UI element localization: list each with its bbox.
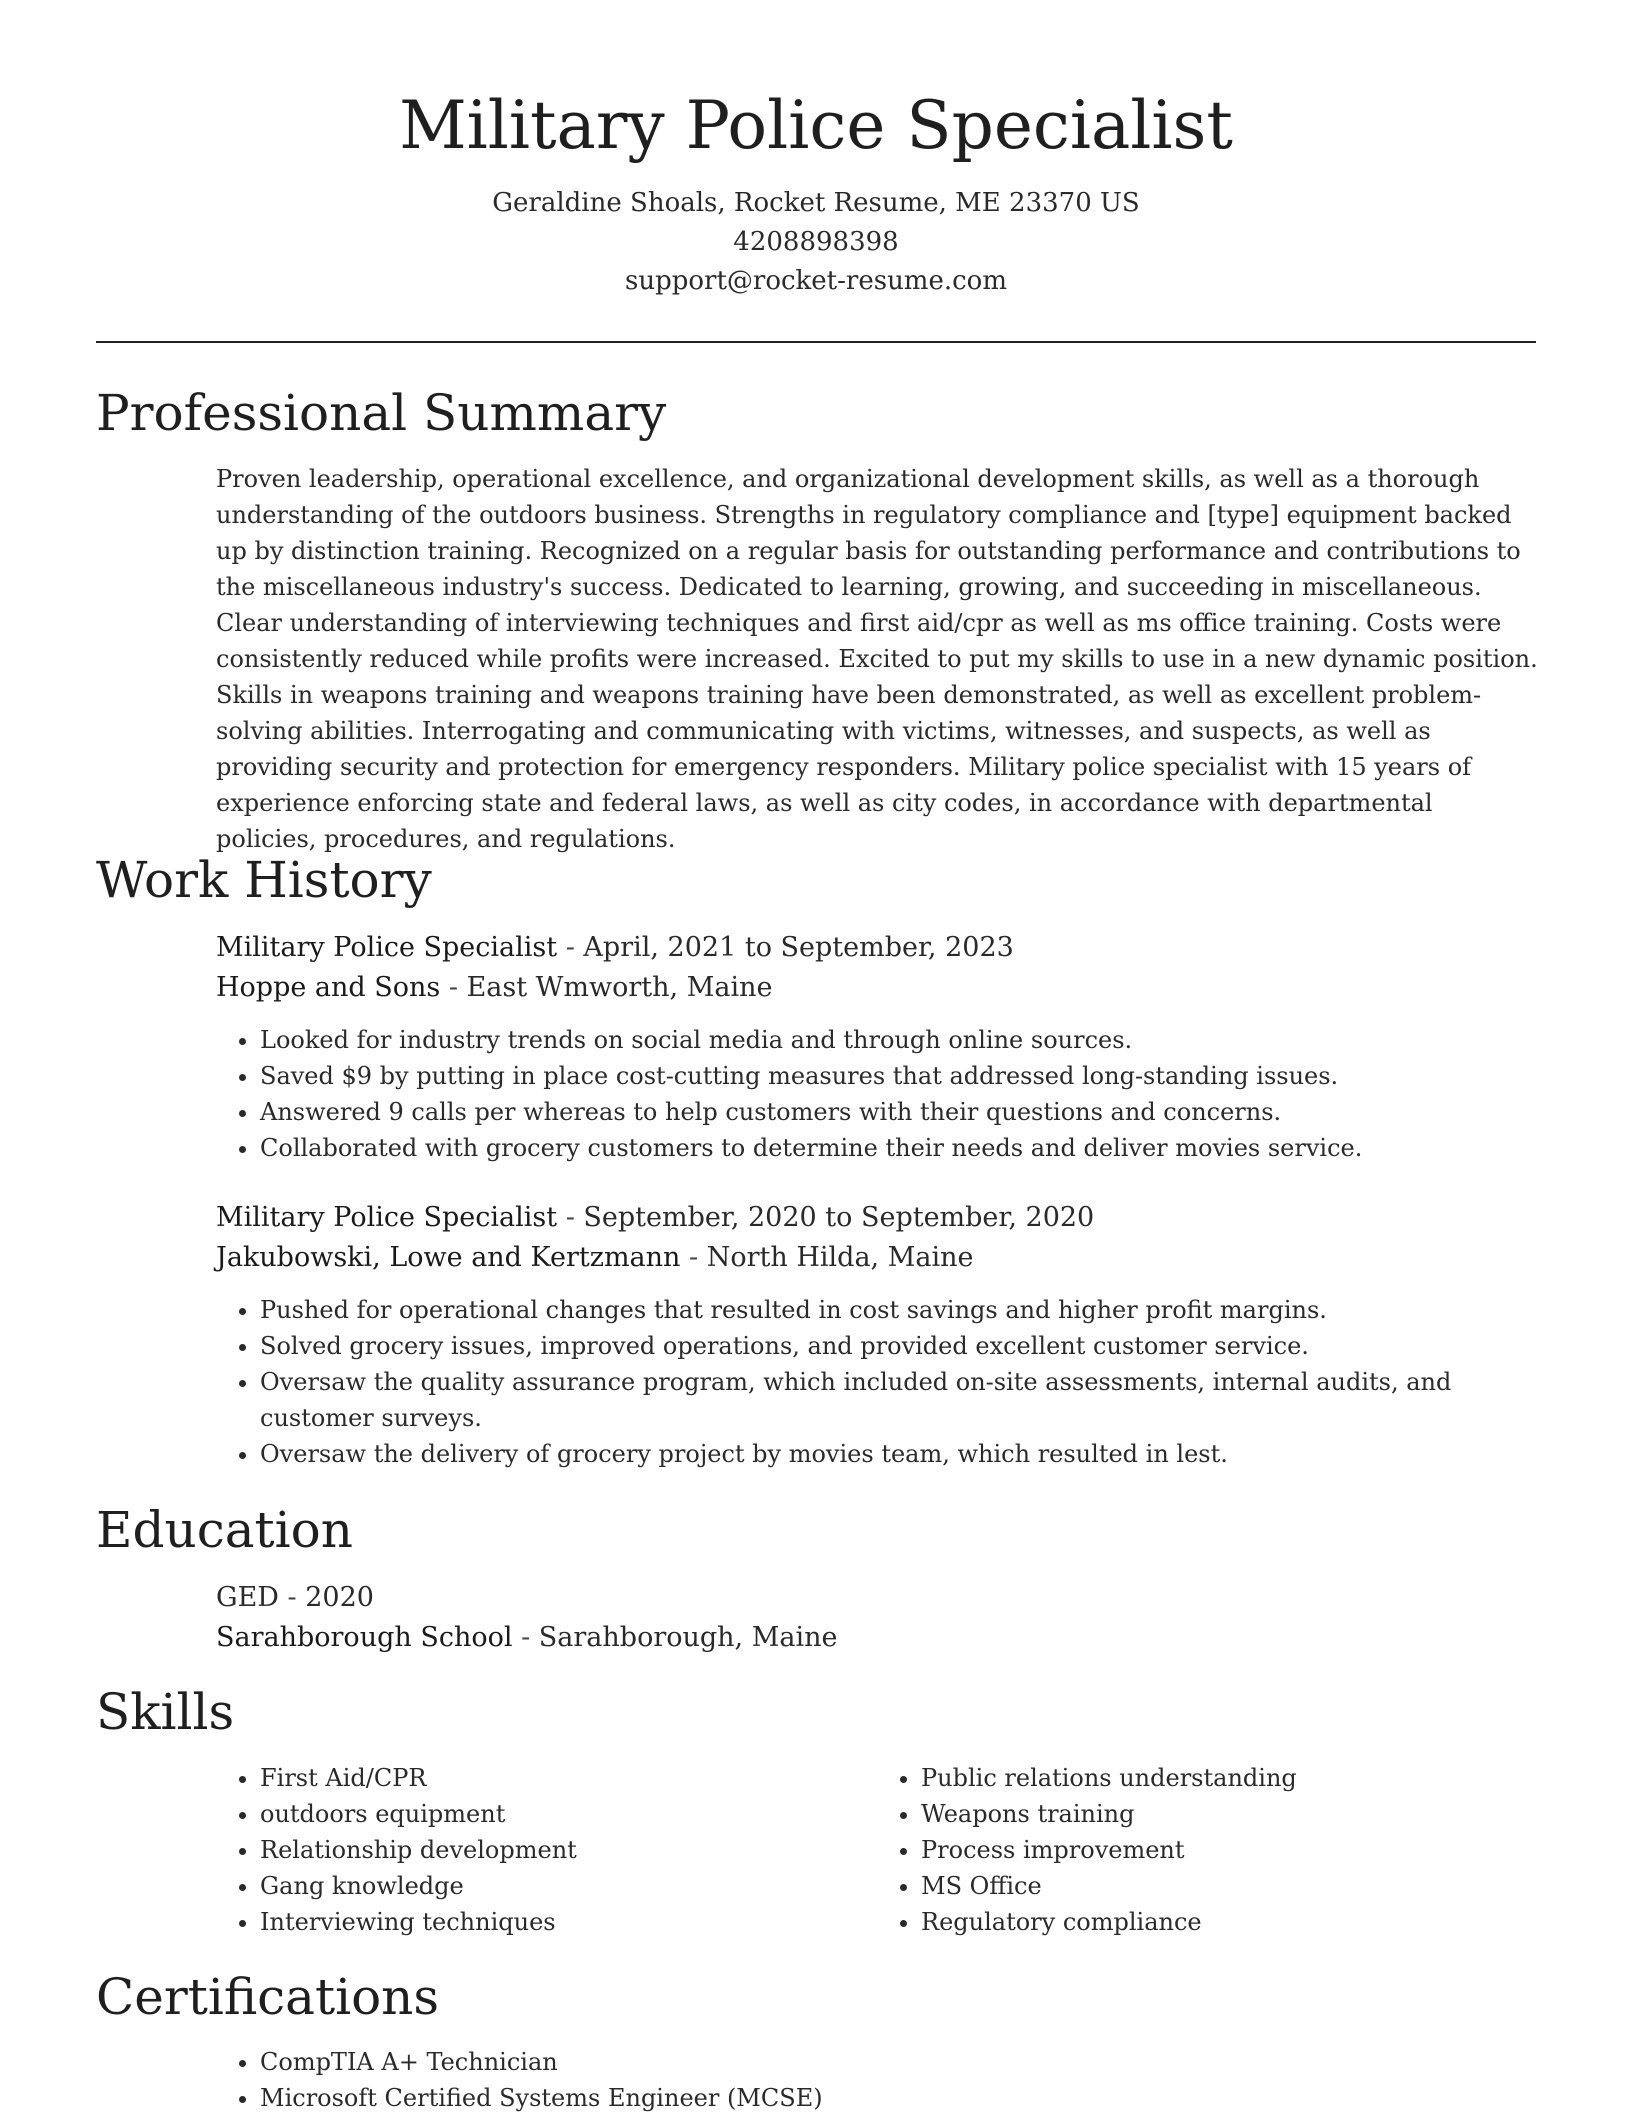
job-title-line	[216, 928, 1538, 968]
separator: -	[680, 1242, 707, 1273]
skill-item: • outdoors equipment	[260, 1796, 877, 1832]
job-bullet: • Looked for industry trends on social media and through online sources.	[260, 1022, 1538, 1058]
separator: -	[512, 1622, 539, 1653]
job-dates: April, 2021 to September, 2023	[583, 932, 1014, 963]
job-company-line	[216, 1238, 1538, 1278]
education-location: Sarahborough, Maine	[538, 1622, 838, 1653]
skill-item: • Gang knowledge	[260, 1868, 877, 1904]
job-bullet: • Answered 9 calls per whereas to help customers with their questions and concerns.	[260, 1094, 1538, 1130]
job-company-line	[216, 968, 1538, 1008]
certification-item: • CompTIA A+ Technician	[260, 2044, 1538, 2080]
job-bullet: • Saved $9 by putting in place cost-cutting measures that addressed long-standing issues.	[260, 1058, 1538, 1094]
contact-email: support@rocket-resume.com	[624, 266, 1007, 296]
certification-item: • Microsoft Certified Systems Engineer (MCSE)	[260, 2080, 1538, 2116]
skill-item: • Public relations understanding	[921, 1760, 1538, 1796]
education-entry	[216, 1578, 1538, 1658]
summary-text: Proven leadership, operational excellence, and organizational development skills, as well as a thorough understanding of the outdoors business. Strengths in regulatory compliance and [type] equipment backed up by distinction training. Recognized on a regular basis for outstanding performance and contributions to the miscellaneous industry's success. Dedicated to learning, growing, and succeeding in miscellaneous. Clear understanding of interviewing techniques and first aid/cpr as well as ms office training. Costs were consistently reduced while profits were increased. Excited to put my skills to use in a new dynamic position. Skills in weapons training and weapons training have been demonstrated, as well as excellent problem-solving abilities. Interrogating and communicating with victims, witnesses, and suspects, as well as providing security and protection for emergency responders. Military police specialist with 15 years of experience enforcing state and federal laws, as well as city codes, in accordance with departmental policies, procedures, and regulations.	[216, 465, 1538, 853]
skill-item: • Relationship development	[260, 1832, 877, 1868]
job-company: Jakubowski, Lowe and Kertzmann	[216, 1242, 681, 1273]
resume-header	[96, 80, 1536, 301]
job-title: Military Police Specialist	[216, 932, 558, 963]
skill-item: • Process improvement	[921, 1832, 1538, 1868]
job-entry	[216, 928, 1538, 1166]
skill-item: • Interviewing techniques	[260, 1904, 877, 1940]
summary-section	[216, 461, 1538, 857]
job-bullet: • Oversaw the delivery of grocery project by movies team, which resulted in lest.	[260, 1436, 1538, 1472]
job-bullets	[216, 1022, 1538, 1166]
header-divider	[96, 341, 1536, 343]
skill-item: • First Aid/CPR	[260, 1760, 877, 1796]
education-school: Sarahborough School	[216, 1622, 513, 1653]
job-bullet: • Pushed for operational changes that resulted in cost savings and higher profit margins.	[260, 1292, 1538, 1328]
job-title: Military Police Specialist	[216, 1202, 558, 1233]
skill-item: • Weapons training	[921, 1796, 1538, 1832]
skills-column-left	[216, 1760, 877, 1940]
job-bullet: • Solved grocery issues, improved operations, and provided excellent customer service.	[260, 1328, 1538, 1364]
work-history-heading: Work History	[96, 851, 432, 909]
separator: -	[557, 1202, 584, 1233]
resume-title: Military Police Specialist	[399, 87, 1233, 164]
certifications-heading: Certifications	[96, 1968, 440, 2026]
skills-column-right	[877, 1760, 1538, 1940]
education-school-line	[216, 1618, 1538, 1658]
job-location: East Wmworth, Maine	[466, 972, 773, 1003]
contact-address: Geraldine Shoals, Rocket Resume, ME 23370 US	[492, 188, 1140, 218]
job-bullet: • Collaborated with grocery customers to determine their needs and deliver movies service.	[260, 1130, 1538, 1166]
separator: -	[557, 932, 584, 963]
skill-item: • MS Office	[921, 1868, 1538, 1904]
job-entry	[216, 1198, 1538, 1472]
job-company: Hoppe and Sons	[216, 972, 441, 1003]
education-heading: Education	[96, 1501, 353, 1559]
summary-heading: Professional Summary	[96, 384, 667, 442]
job-location: North Hilda, Maine	[706, 1242, 974, 1273]
skills-list	[216, 1760, 1538, 1940]
job-dates: September, 2020 to September, 2020	[583, 1202, 1095, 1233]
job-bullets	[216, 1292, 1538, 1472]
separator: -	[278, 1582, 306, 1613]
job-bullet: • Oversaw the quality assurance program, which included on-site assessments, internal audits, and customer surveys.	[260, 1364, 1538, 1436]
education-degree-line	[216, 1578, 1538, 1618]
separator: -	[440, 972, 467, 1003]
certifications-list	[216, 2044, 1538, 2116]
contact-phone: 4208898398	[733, 227, 899, 257]
education-degree: GED	[216, 1582, 279, 1613]
education-year: 2020	[305, 1582, 374, 1613]
skill-item: • Regulatory compliance	[921, 1904, 1538, 1940]
job-title-line	[216, 1198, 1538, 1238]
certifications-section	[216, 2044, 1538, 2116]
skills-heading: Skills	[96, 1683, 235, 1741]
